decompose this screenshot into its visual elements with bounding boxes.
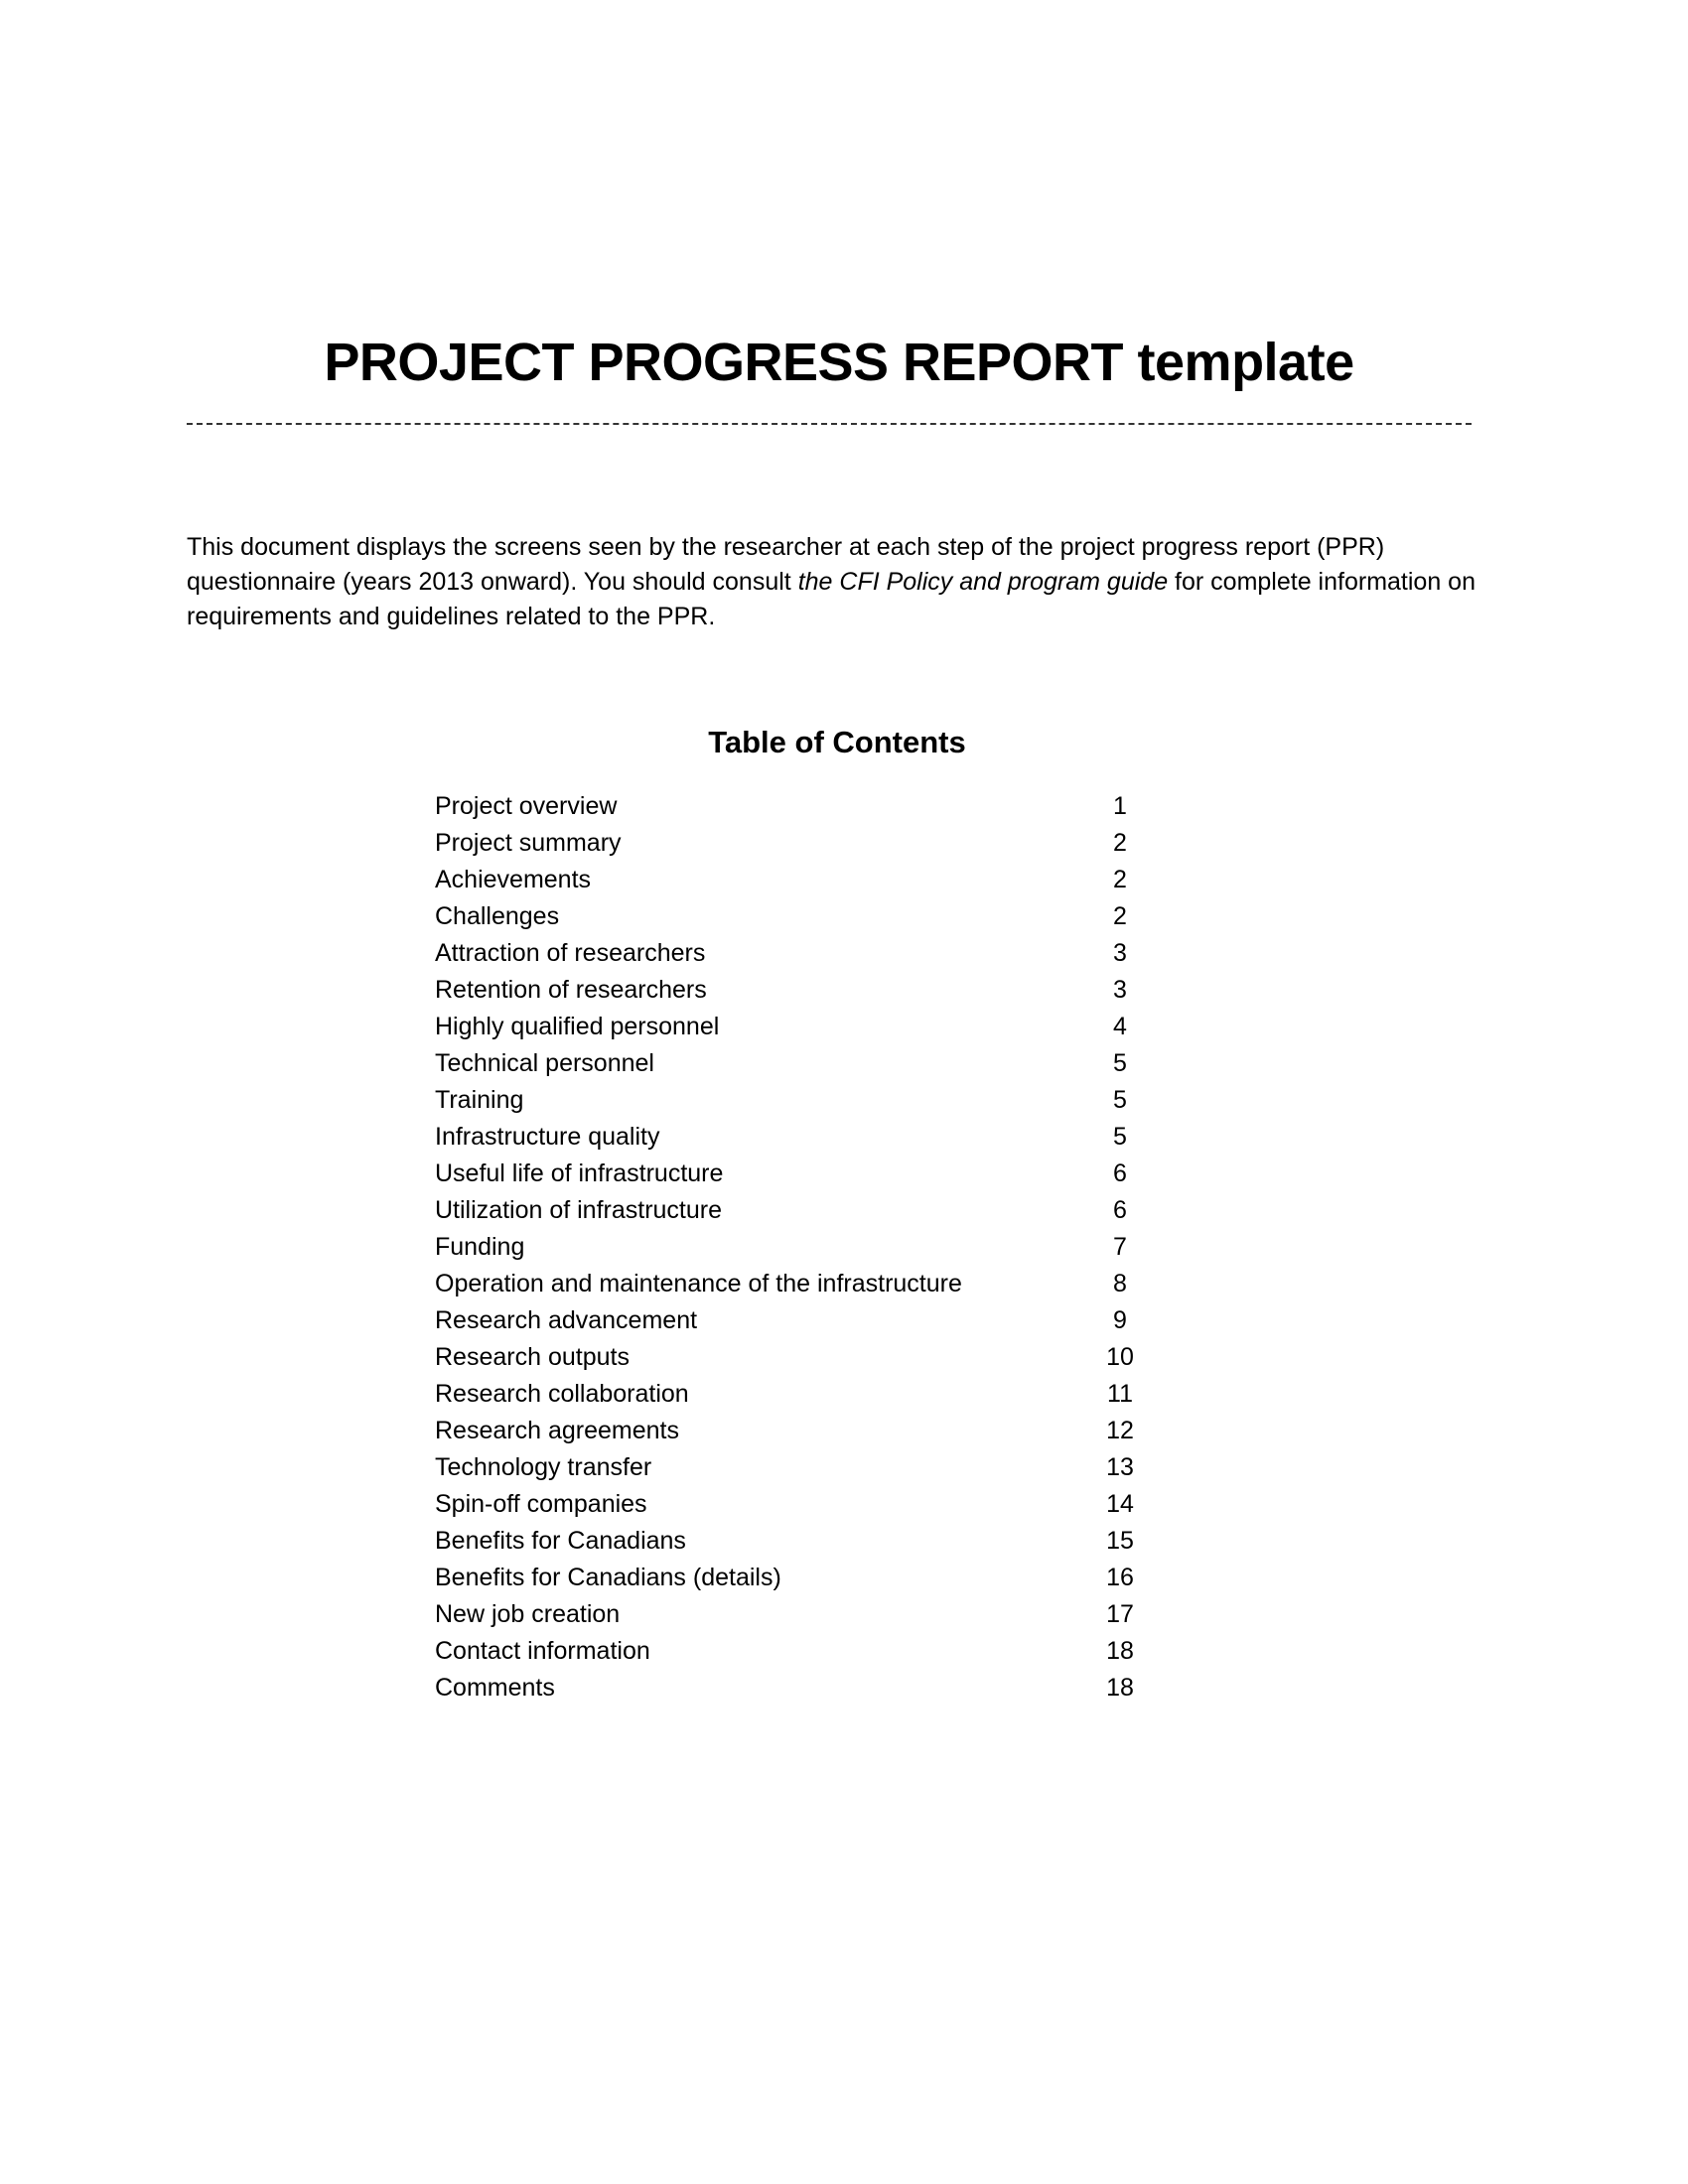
toc-entry [435,1192,1150,1229]
toc-entry [435,1486,1150,1523]
toc-heading: Table of Contents [708,725,966,759]
policy-guide-reference: the CFI Policy and program guide [797,568,1169,596]
dashed-divider [187,423,1472,425]
toc-entry-label: Infrastructure quality [435,1123,660,1151]
toc-entry-label: Useful life of infrastructure [435,1160,724,1187]
toc-entry-label: Research outputs [435,1343,630,1371]
toc-entry-label: Achievements [435,866,592,893]
toc-entry-page: 1 [1113,792,1127,820]
toc-entry-page: 5 [1113,1123,1127,1151]
toc-entry-label: Operation and maintenance of the infrastructure [435,1270,962,1297]
toc-entry-label: Project overview [435,792,618,820]
toc-entry [435,935,1150,972]
toc-entry [435,1670,1150,1706]
toc-entry-label: Research agreements [435,1417,679,1444]
toc-entry [435,1449,1150,1486]
toc-entry [435,1082,1150,1119]
toc-entry [435,1633,1150,1670]
toc-entry [435,1266,1150,1302]
toc-entry-label: Spin-off companies [435,1490,647,1518]
toc-entry-page: 8 [1113,1270,1127,1297]
toc-list [435,788,1150,1706]
toc-entry-page: 11 [1107,1380,1133,1408]
toc-entry [435,825,1150,862]
toc-entry-page: 17 [1106,1600,1134,1628]
toc-entry-label: Challenges [435,902,560,930]
toc-entry-label: Benefits for Canadians (details) [435,1564,781,1591]
toc-entry [435,972,1150,1009]
toc-entry-label: Research collaboration [435,1380,689,1408]
toc-entry-label: Technical personnel [435,1049,654,1077]
toc-entry-page: 7 [1113,1233,1127,1261]
toc-entry-label: New job creation [435,1600,621,1628]
toc-entry [435,1045,1150,1082]
intro-paragraph [187,530,1477,634]
toc-entry [435,1302,1150,1339]
toc-entry-page: 5 [1113,1086,1127,1114]
toc-entry-label: Highly qualified personnel [435,1013,720,1040]
toc-entry-label: Benefits for Canadians [435,1527,686,1555]
toc-entry [435,862,1150,898]
toc-entry [435,1523,1150,1560]
page-title: PROJECT PROGRESS REPORT template [324,333,1354,392]
toc-entry [435,1413,1150,1449]
toc-entry-page: 4 [1113,1013,1127,1040]
toc-entry-label: Research advancement [435,1306,698,1334]
toc-entry [435,1376,1150,1413]
toc-entry-page: 18 [1106,1674,1134,1702]
toc-entry-label: Funding [435,1233,525,1261]
toc-entry-page: 15 [1106,1527,1134,1555]
toc-entry [435,1229,1150,1266]
toc-entry-page: 14 [1106,1490,1134,1518]
intro-text-end: for complete information on requirements and guidelines related to the PPR. [187,568,1476,630]
toc-entry-label: Comments [435,1674,555,1702]
toc-entry [435,1156,1150,1192]
toc-entry [435,1339,1150,1376]
toc-entry-page: 6 [1113,1160,1127,1187]
toc-entry-page: 5 [1113,1049,1127,1077]
toc-entry-page: 3 [1113,976,1127,1004]
toc-entry [435,1119,1150,1156]
toc-entry-page: 12 [1106,1417,1134,1444]
toc-entry-page: 16 [1106,1564,1134,1591]
toc-entry-label: Technology transfer [435,1453,652,1481]
toc-entry-label: Retention of researchers [435,976,707,1004]
intro-text-start: This document displays the screens seen by the researcher at each step of the project progress report (PPR) questionnaire (years 2013 onward). You should consult [187,533,1385,596]
toc-entry-label: Contact information [435,1637,650,1665]
toc-entry-label: Utilization of infrastructure [435,1196,723,1224]
toc-entry-label: Project summary [435,829,622,857]
toc-entry-page: 18 [1106,1637,1134,1665]
toc-entry [435,1596,1150,1633]
toc-entry-page: 2 [1113,902,1127,930]
toc-entry-page: 10 [1106,1343,1134,1371]
toc-entry-page: 9 [1113,1306,1127,1334]
toc-entry-page: 2 [1113,866,1127,893]
toc-entry-page: 6 [1113,1196,1127,1224]
toc-entry [435,788,1150,825]
toc-entry-page: 3 [1113,939,1127,967]
toc-entry-label: Attraction of researchers [435,939,706,967]
toc-entry [435,898,1150,935]
toc-entry [435,1009,1150,1045]
toc-entry-label: Training [435,1086,524,1114]
toc-entry-page: 13 [1106,1453,1134,1481]
toc-entry-page: 2 [1113,829,1127,857]
toc-entry [435,1560,1150,1596]
